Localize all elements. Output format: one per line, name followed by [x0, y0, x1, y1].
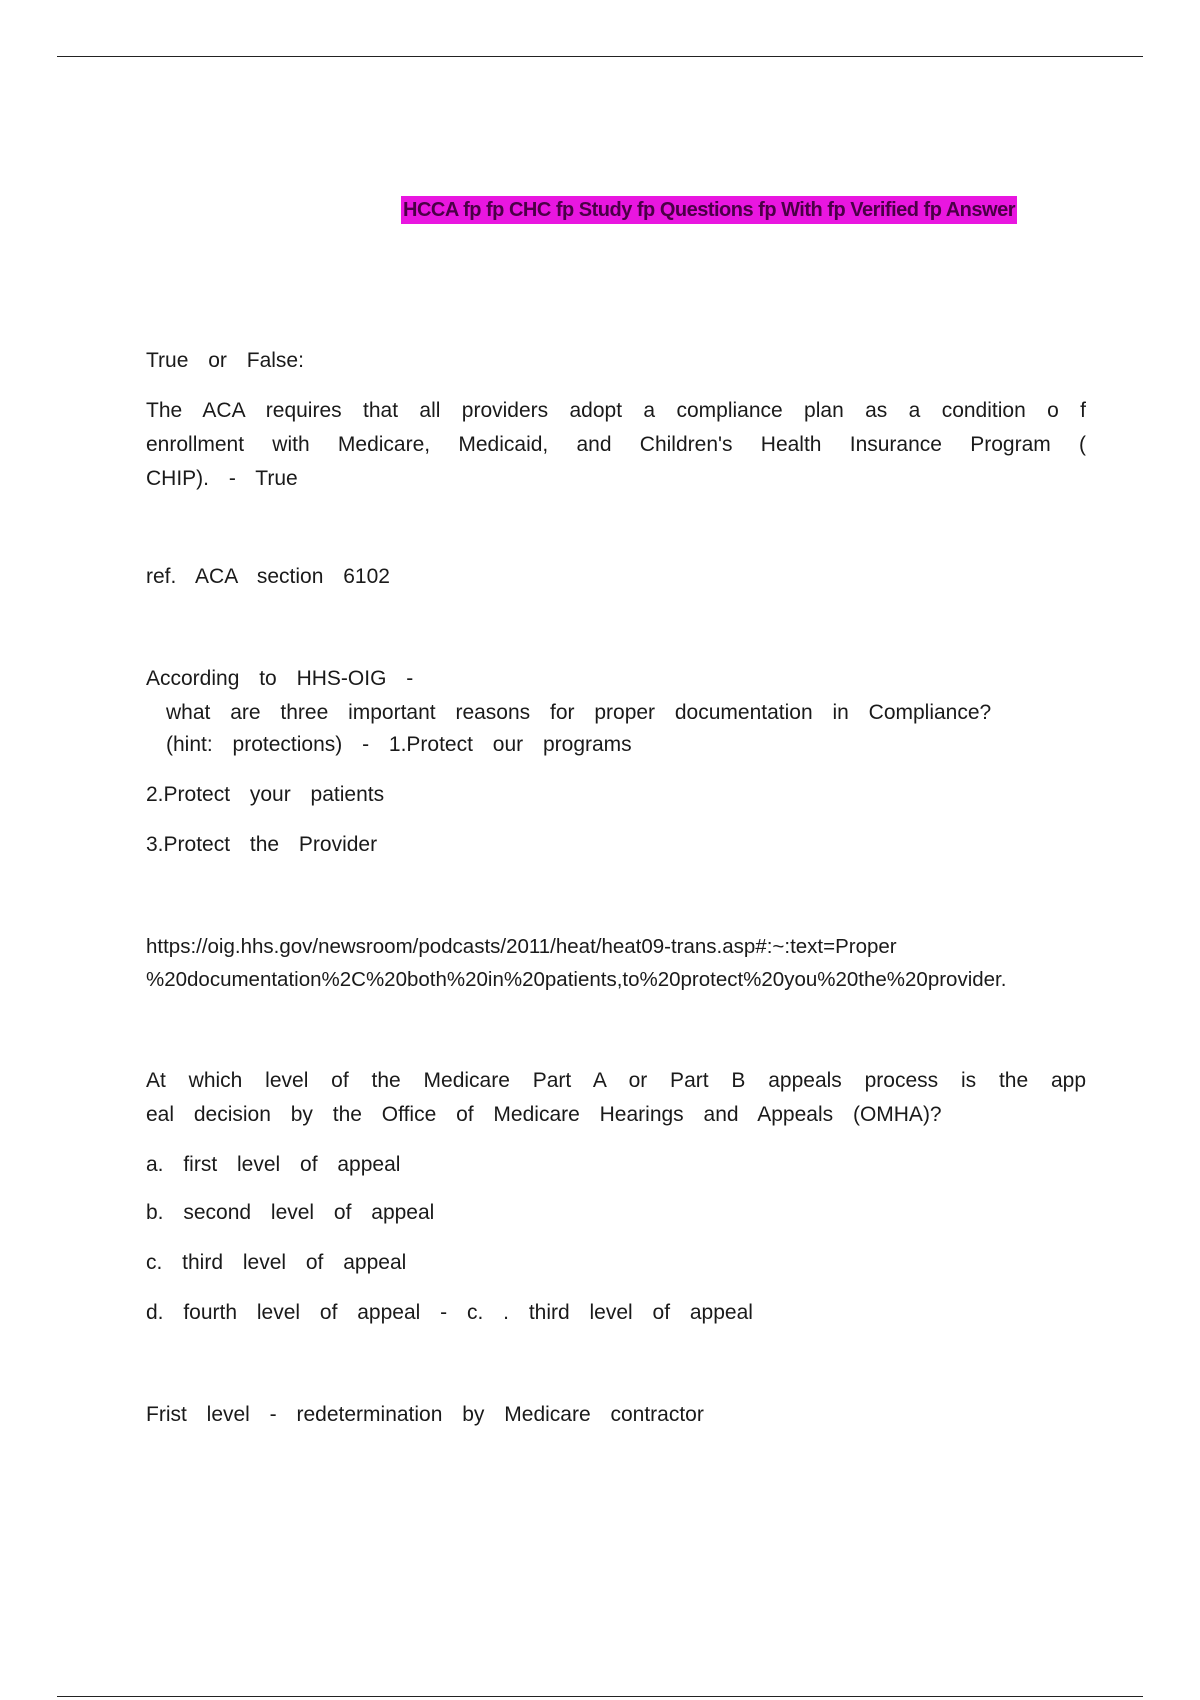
- question-2-text: what are three important reasons for proper documentation in Compliance?: [166, 701, 992, 724]
- question-2-heading: According to HHS-OIG -: [146, 667, 414, 690]
- option-c: c. third level of appeal: [146, 1251, 407, 1274]
- option-b: b. second level of appeal: [146, 1201, 435, 1224]
- option-a: a. first level of appeal: [146, 1153, 401, 1176]
- question-1-text: The ACA requires that all providers adopt a compliance plan as a condition o f enrollment with Medicare, Medicaid, and Children's Health Insurance Program ( CHIP). - True: [146, 399, 1106, 490]
- footer-rule: [57, 1696, 1143, 1697]
- question-1-heading: True or False:: [146, 349, 304, 372]
- first-level-note: Frist level - redetermination by Medicare contractor: [146, 1403, 704, 1426]
- header-rule: [57, 56, 1143, 57]
- document-title: HCCA fp fp CHC fp Study fp Questions fp With fp Verified fp Answer: [401, 196, 1017, 224]
- option-d-answer: d. fourth level of appeal - c. . third level of appeal: [146, 1301, 753, 1324]
- answer-item-3: 3.Protect the Provider: [146, 833, 378, 856]
- reference-line: ref. ACA section 6102: [146, 565, 390, 588]
- question-2-answer: (hint: protections) - 1.Protect our programs: [166, 733, 632, 756]
- answer-item-2: 2.Protect your patients: [146, 783, 385, 806]
- reference-url[interactable]: https://oig.hhs.gov/newsroom/podcasts/2011/heat/heat09-trans.asp#:~:text=Proper %20documentation%2C%20both%20in%20patients,to%20protect%20you%20the%20provider.: [146, 935, 1007, 991]
- question-3-text: At which level of the Medicare Part A or Part B appeals process is the app eal decision by the Office of Medicare Hearings and Appeals (OMHA)?: [146, 1069, 1106, 1126]
